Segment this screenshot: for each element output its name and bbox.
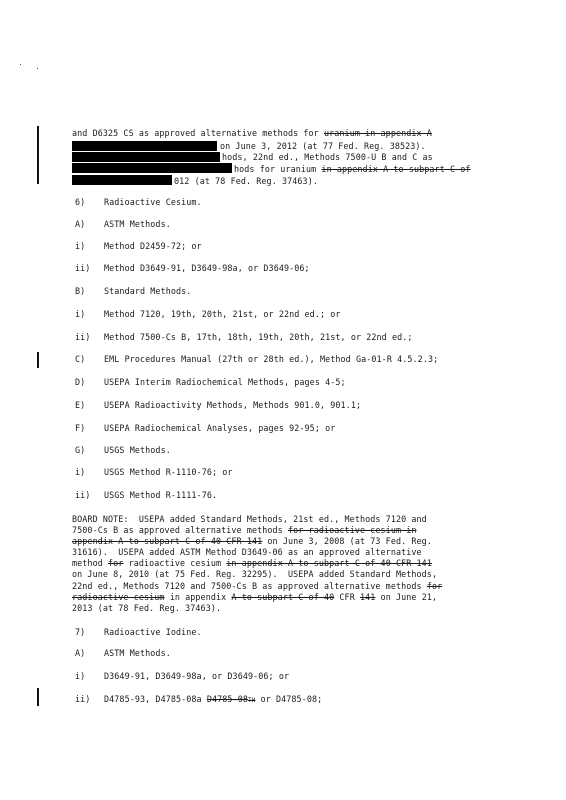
revision-bar <box>37 688 39 706</box>
board-note-line-4: 31616). USEPA added ASTM Method D3649-06 as an approved alternative <box>72 547 422 557</box>
item-text <box>104 694 322 706</box>
item-text: USEPA Radiochemical Analyses, pages 92-95; or <box>104 423 336 433</box>
top-line-1 <box>72 128 432 138</box>
board-note-line-1: BOARD NOTE: USEPA added Standard Methods, 21st ed., Methods 7120 and <box>72 514 427 524</box>
item-text: Radioactive Cesium. <box>104 197 202 207</box>
top-line-5: 012 (at 78 Fed. Reg. 37463). <box>174 176 318 186</box>
item-label: F) <box>75 423 86 433</box>
item-text: D3649-91, D3649-98a, or D3649-06; or <box>104 671 290 681</box>
redaction-block <box>72 141 217 151</box>
scan-speck <box>20 64 21 65</box>
text-run: hods for uranium <box>234 164 322 174</box>
struck-text: uranium in appendix A <box>323 128 432 138</box>
text-run: 22nd ed., Methods 7120 and 7500-Cs B as approved alternative methods <box>72 581 427 591</box>
top-line-2: on June 3, 2012 (at 77 Fed. Reg. 38523). <box>220 141 426 151</box>
struck-text: TH <box>247 697 256 704</box>
revision-bar <box>37 126 39 184</box>
text-run: method <box>72 558 108 568</box>
item-text: Method D3649-91, D3649-98a, or D3649-06; <box>104 263 310 273</box>
item-label: 6) <box>75 197 86 207</box>
redaction-block <box>72 152 220 162</box>
struck-text: for <box>426 581 443 591</box>
struck-text: A to subpart C of 40 <box>231 592 335 602</box>
item-text: Radioactive Iodine. <box>104 627 202 637</box>
item-text: Method 7120, 19th, 20th, 21st, or 22nd ed.; or <box>104 309 341 319</box>
scan-speck <box>37 68 38 69</box>
top-line-3: hods, 22nd ed., Methods 7500-U B and C as <box>222 152 433 162</box>
item-text: USEPA Radioactivity Methods, Methods 901.0, 901.1; <box>104 400 362 410</box>
text-run: CFR <box>334 592 360 602</box>
struck-text: 141 <box>359 592 376 602</box>
top-line-4 <box>234 164 471 174</box>
item-text: USGS Method R-1110-76; or <box>104 467 233 477</box>
item-label: ii) <box>75 490 91 500</box>
item-text: USGS Method R-1111-76. <box>104 490 218 500</box>
redaction-block <box>72 175 172 185</box>
struck-text: in appendix A to subpart C of <box>321 164 471 174</box>
text-run: in appendix <box>164 592 232 602</box>
item-label: i) <box>75 241 86 251</box>
item-text: EML Procedures Manual (27th or 28th ed.), Method Ga-01-R 4.5.2.3; <box>104 354 439 364</box>
item-label: ii) <box>75 332 91 342</box>
item-label: D) <box>75 377 86 387</box>
board-note-line-3 <box>72 536 432 546</box>
item-text: ASTM Methods. <box>104 219 171 229</box>
text-run: on June 3, 2008 (at 73 Fed. Reg. <box>262 536 432 546</box>
board-note-line-6: on June 8, 2010 (at 75 Fed. Reg. 32295). USEPA added Standard Methods, <box>72 569 438 579</box>
struck-text: D4785-08 <box>206 694 248 704</box>
item-text: ASTM Methods. <box>104 648 171 658</box>
redaction-block <box>72 163 232 173</box>
board-note-line-7 <box>72 581 442 591</box>
item-label: ii) <box>75 263 91 273</box>
item-label: i) <box>75 309 86 319</box>
text-run: radioactive cesium <box>123 558 227 568</box>
revision-bar <box>37 352 39 368</box>
text-run: on June 21, <box>375 592 438 602</box>
board-note-line-8 <box>72 592 437 602</box>
board-note-line-5 <box>72 558 432 568</box>
item-label: ii) <box>75 694 91 704</box>
text-run: and D6325 CS as approved alternative methods for <box>72 128 324 138</box>
item-label: A) <box>75 648 86 658</box>
item-label: i) <box>75 671 86 681</box>
item-label: 7) <box>75 627 86 637</box>
item-label: A) <box>75 219 86 229</box>
struck-text: in appendix A to subpart C of 40 CFR 141 <box>226 558 432 568</box>
item-text: Method 7500-Cs B, 17th, 18th, 19th, 20th, 21st, or 22nd ed.; <box>104 332 413 342</box>
item-text: Method D2459-72; or <box>104 241 202 251</box>
item-label: i) <box>75 467 86 477</box>
board-note-line-9: 2013 (at 78 Fed. Reg. 37463). <box>72 603 222 613</box>
item-text: Standard Methods. <box>104 286 192 296</box>
struck-text: for radioactive cesium in <box>287 525 417 535</box>
item-label: B) <box>75 286 86 296</box>
board-note-line-2 <box>72 525 417 535</box>
text-run: 7500-Cs B as approved alternative methods <box>72 525 288 535</box>
item-text: USGS Methods. <box>104 445 171 455</box>
struck-text: radioactive cesium <box>72 592 165 602</box>
text-run: or D4785-08; <box>255 694 323 704</box>
item-text: USEPA Interim Radiochemical Methods, pages 4-5; <box>104 377 346 387</box>
text-run: D4785-93, D4785-08a <box>104 694 207 704</box>
item-label: C) <box>75 354 86 364</box>
item-label: E) <box>75 400 86 410</box>
struck-text: appendix A to subpart C of 40 CFR 141 <box>72 536 263 546</box>
struck-text: for <box>108 558 124 568</box>
item-label: G) <box>75 445 86 455</box>
